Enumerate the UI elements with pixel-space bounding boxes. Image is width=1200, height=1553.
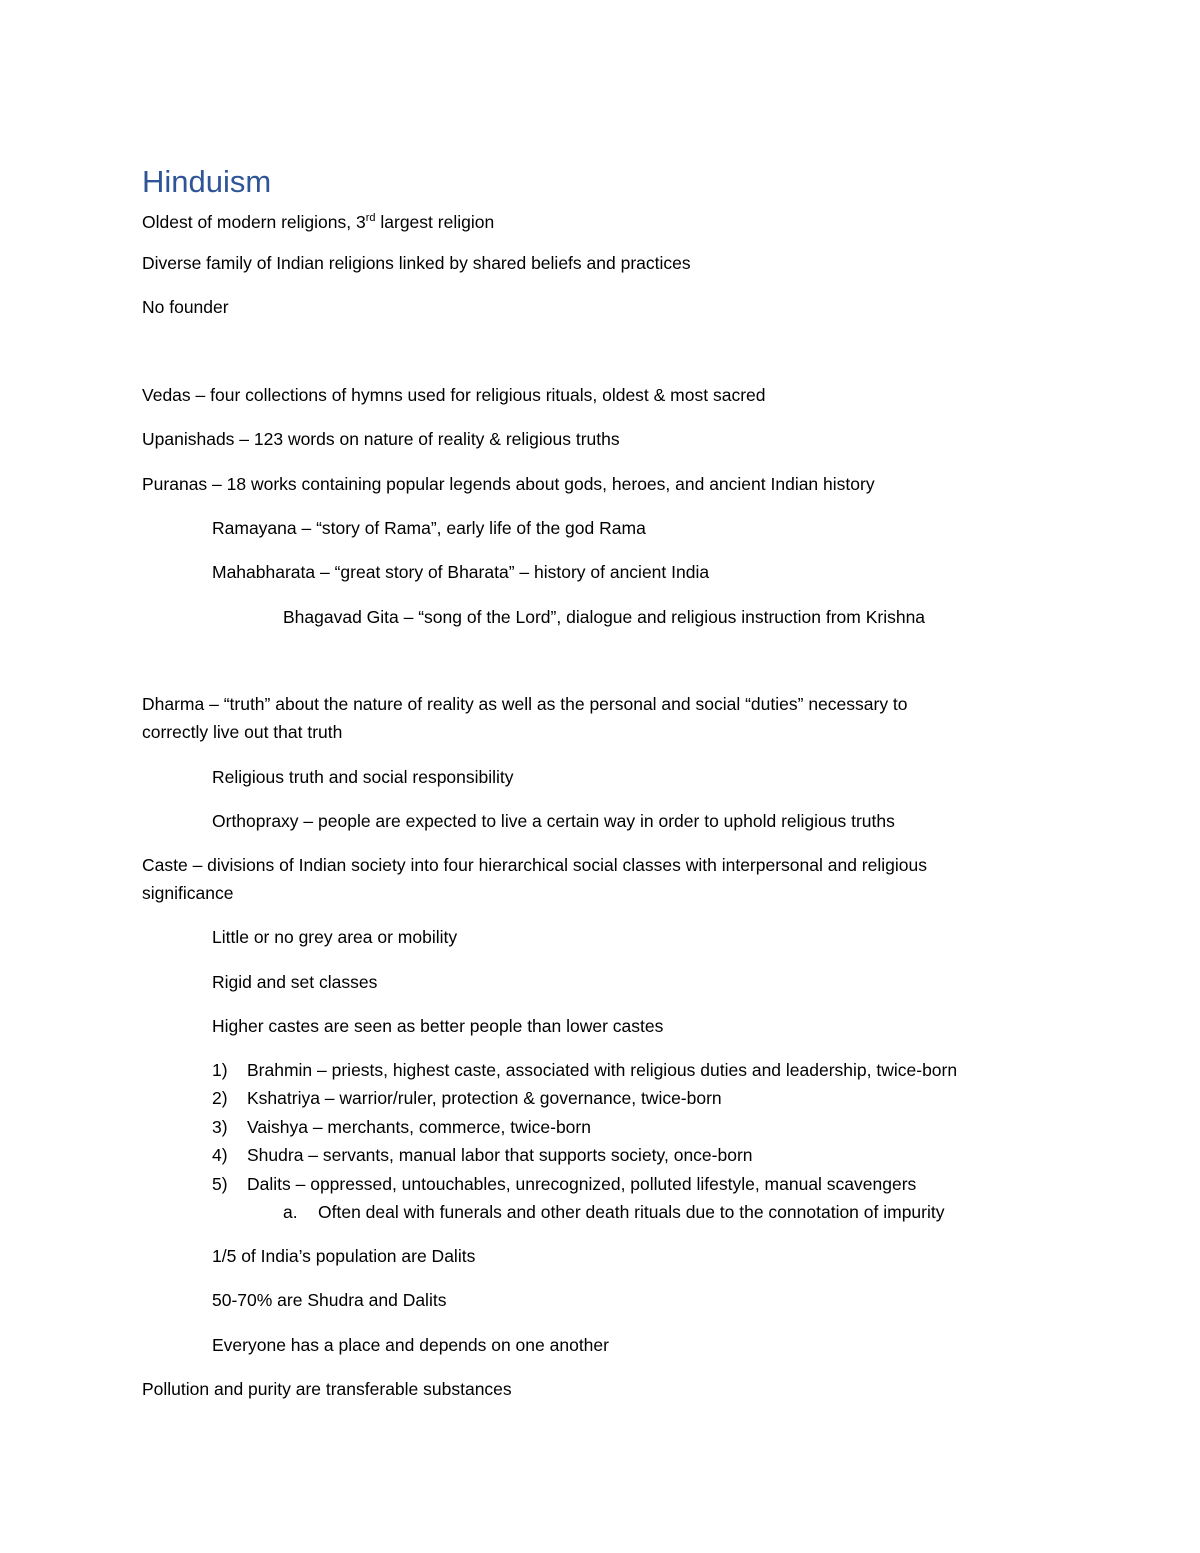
caste-sub-3: Higher castes are seen as better people than lower castes xyxy=(212,1016,664,1036)
intro-oldest-rest: largest religion xyxy=(375,212,495,232)
dharma-sub-1: Religious truth and social responsibility xyxy=(212,767,514,787)
list-item-number: 5) xyxy=(212,1174,228,1194)
caste-sub-1: Little or no grey area or mobility xyxy=(212,927,458,947)
caste-stat-3: Everyone has a place and depends on one another xyxy=(212,1335,609,1355)
text-puranas: Puranas – 18 works containing popular legends about gods, heroes, and ancient Indian history xyxy=(142,474,875,494)
list-item xyxy=(212,1141,753,1169)
intro-oldest-superscript: rd xyxy=(365,212,376,224)
intro-diverse: Diverse family of Indian religions linked by shared beliefs and practices xyxy=(142,253,691,273)
list-item-text: Brahmin – priests, highest caste, associated with religious duties and leadership, twice-born xyxy=(247,1060,958,1080)
list-item-text: Kshatriya – warrior/ruler, protection & governance, twice-born xyxy=(247,1088,722,1108)
text-bhagavad-gita: Bhagavad Gita – “song of the Lord”, dialogue and religious instruction from Krishna xyxy=(283,607,926,627)
caste-stat-2: 50-70% are Shudra and Dalits xyxy=(212,1290,447,1310)
intro-oldest-text: Oldest of modern religions, 3 xyxy=(142,212,366,232)
list-item-number: 2) xyxy=(212,1088,228,1108)
list-item-number: 3) xyxy=(212,1117,228,1137)
list-item-text: Dalits – oppressed, untouchables, unrecognized, polluted lifestyle, manual scavengers xyxy=(247,1174,917,1194)
dharma-line-1: Dharma – “truth” about the nature of reality as well as the personal and social “duties” necessary to xyxy=(142,694,908,714)
pollution-line: Pollution and purity are transferable substances xyxy=(142,1379,512,1399)
caste-sub-2: Rigid and set classes xyxy=(212,972,378,992)
text-upanishads: Upanishads – 123 words on nature of reality & religious truths xyxy=(142,429,620,449)
dharma-sub-2: Orthopraxy – people are expected to live a certain way in order to uphold religious truths xyxy=(212,811,895,831)
text-ramayana: Ramayana – “story of Rama”, early life of the god Rama xyxy=(212,518,646,538)
list-item-number: 1) xyxy=(212,1060,228,1080)
caste-stat-1: 1/5 of India’s population are Dalits xyxy=(212,1246,476,1266)
list-item-text: Vaishya – merchants, commerce, twice-born xyxy=(247,1117,591,1137)
document-title: Hinduism xyxy=(142,164,272,199)
intro-no-founder: No founder xyxy=(142,297,229,317)
sub-list-item xyxy=(283,1198,945,1226)
caste-line-1: Caste – divisions of Indian society into four hierarchical social classes with interpersonal and religious xyxy=(142,855,927,875)
list-item xyxy=(212,1170,916,1198)
list-item xyxy=(212,1113,591,1141)
text-vedas: Vedas – four collections of hymns used for religious rituals, oldest & most sacred xyxy=(142,385,766,405)
list-item-number: 4) xyxy=(212,1145,228,1165)
caste-line-2: significance xyxy=(142,883,234,903)
list-item-text: Shudra – servants, manual labor that supports society, once-born xyxy=(247,1145,753,1165)
dharma-line-2: correctly live out that truth xyxy=(142,722,343,742)
sub-list-item-text: Often deal with funerals and other death rituals due to the connotation of impurity xyxy=(318,1202,945,1222)
intro-oldest xyxy=(142,204,494,236)
list-item xyxy=(212,1056,957,1084)
sub-list-item-letter: a. xyxy=(283,1202,298,1222)
text-mahabharata: Mahabharata – “great story of Bharata” – history of ancient India xyxy=(212,562,710,582)
list-item xyxy=(212,1084,722,1112)
